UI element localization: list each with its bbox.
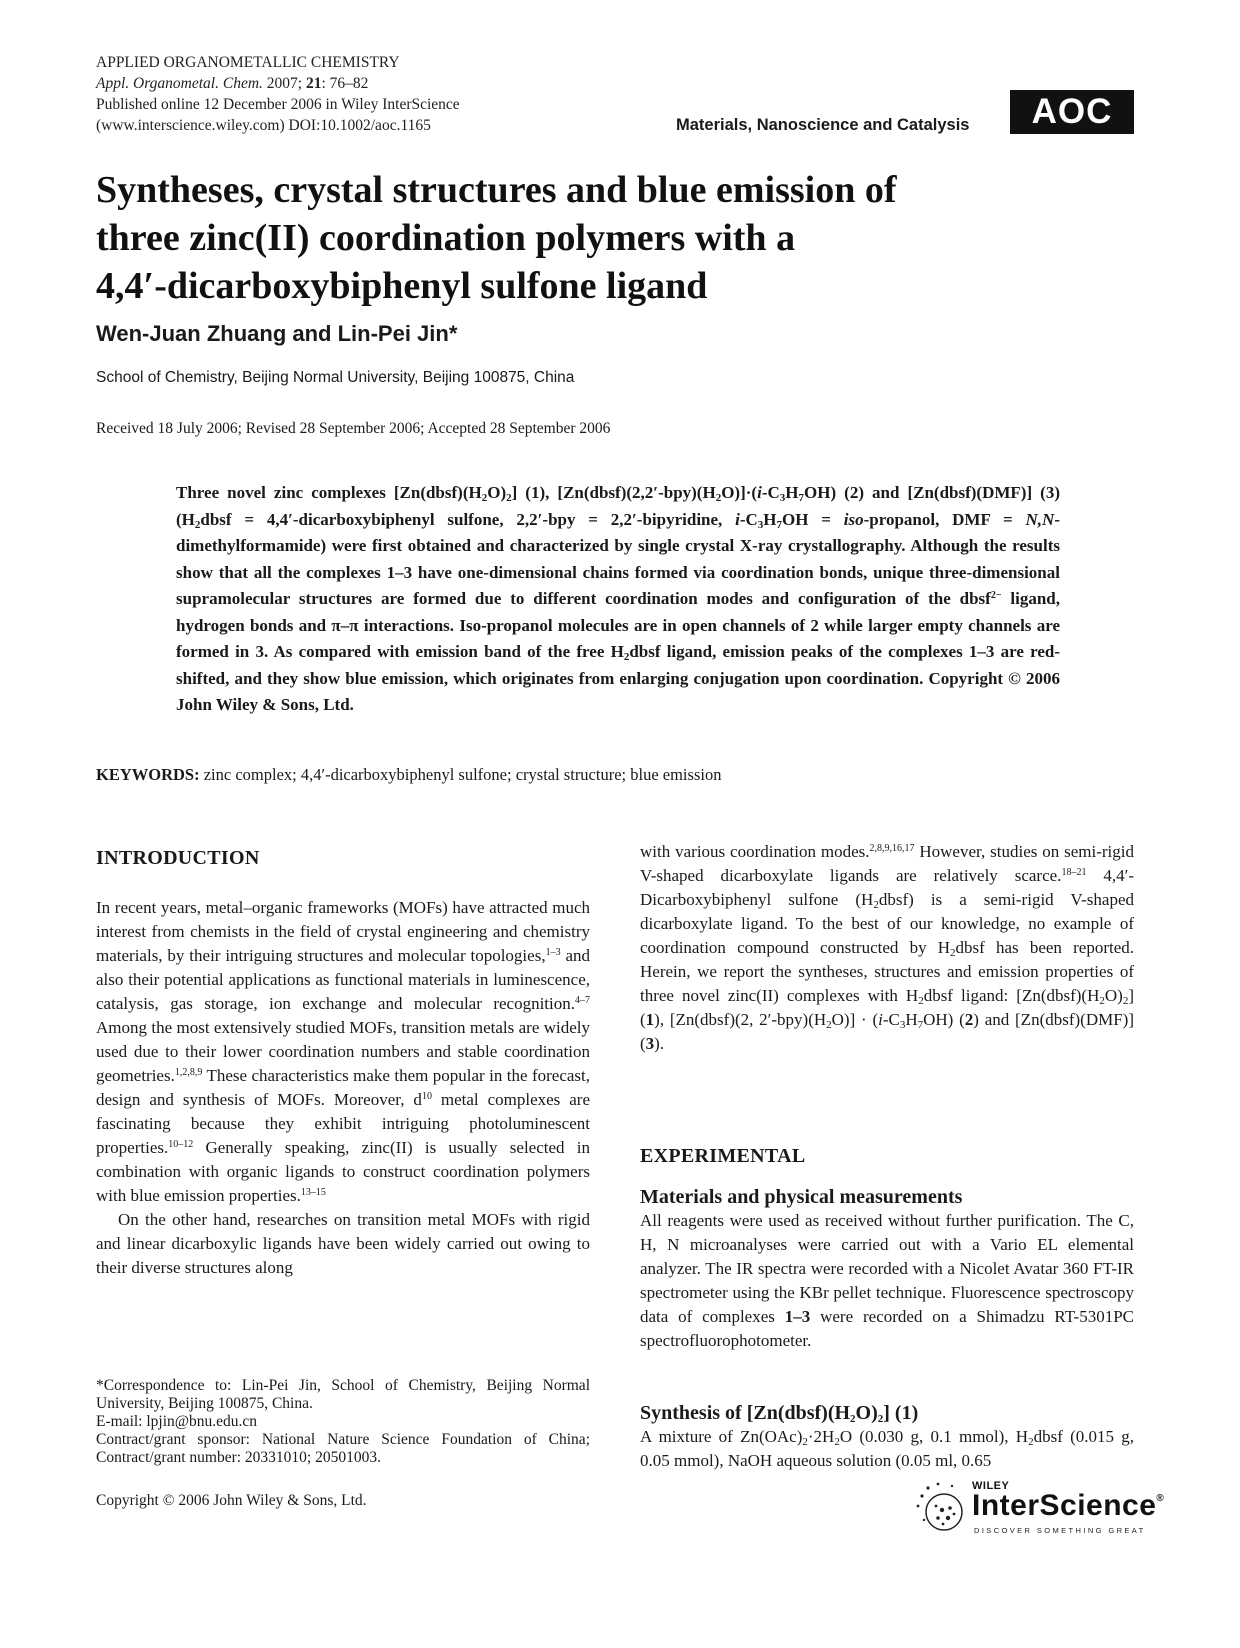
keywords-label: KEYWORDS: bbox=[96, 765, 200, 784]
published-online: Published online 12 December 2006 in Wiley InterScience bbox=[96, 96, 460, 113]
introduction-heading: INTRODUCTION bbox=[96, 847, 260, 869]
synthesis-heading: Synthesis of $[Zn(dbsf)(H_2O)_2]$ (1) bbox=[640, 1402, 919, 1425]
keywords bbox=[96, 765, 1096, 785]
affiliation: School of Chemistry, Beijing Normal University, Beijing 100875, China bbox=[96, 369, 575, 386]
keywords-text: zinc complex; 4,4′-dicarboxybiphenyl sulfone; crystal structure; blue emission bbox=[199, 765, 722, 784]
journal-logo: AOC bbox=[1010, 90, 1134, 134]
intro-continued: with various coordination modes.$^{2,8,9,16,17}$ However, studies on semi-rigid V-shaped dicarboxylate ligands are relatively scarce.$^{18-21}$ 4,4′-Dicarboxybiphenyl sulfone $(H_2dbsf)$ is a semi-rigid V-shaped dicarboxylate ligand. To the best of our knowledge, no example of coordination compound constructed by $H_2dbsf$ has been reported. Herein, we report the syntheses, structures and emission properties of three novel zinc(II) complexes with $H_2dbsf$ ligand: $[Zn(dbsf)(H_2O)_2]$ (1), [Zn(dbsf)(2, $2'-bpy)(H_2O)] \cdot (i-C_3H_7OH)$ (2) and [Zn(dbsf)(DMF)] (3). bbox=[640, 842, 1134, 1053]
journal-name: APPLIED ORGANOMETALLIC CHEMISTRY bbox=[96, 54, 400, 71]
synthesis-body: A mixture of $Zn(OAc)_2\cdot 2H_2O$ (0.030 g, 0.1 mmol), $H_2dbsf$ (0.015 g, 0.05 mmol), NaOH aqueous solution (0.05 ml, 0.65 bbox=[640, 1427, 1134, 1470]
journal-header bbox=[96, 52, 460, 136]
publisher-logo bbox=[912, 1480, 1165, 1540]
logo-wiley: WILEY bbox=[972, 1480, 1010, 1492]
materials-heading: Materials and physical measurements bbox=[640, 1186, 963, 1208]
title-line-2: three zinc(II) coordination polymers with a bbox=[96, 217, 796, 259]
doi: (www.interscience.wiley.com) DOI:10.1002/aoc.1165 bbox=[96, 117, 431, 134]
citation: Appl. Organometal. Chem. 2007; 21: 76–82 bbox=[96, 75, 369, 92]
correspondence-footnote bbox=[96, 1377, 590, 1467]
logo-tagline: DISCOVER SOMETHING GREAT bbox=[974, 1526, 1146, 1535]
article-title bbox=[96, 166, 1096, 310]
footnote-grant: Contract/grant sponsor: National Nature Science Foundation of China; Contract/grant number: 20331010; 20501003. bbox=[96, 1431, 590, 1466]
received-dates: Received 18 July 2006; Revised 28 September 2006; Accepted 28 September 2006 bbox=[96, 420, 611, 437]
title-line-3: 4,4′-dicarboxybiphenyl sulfone ligand bbox=[96, 265, 708, 307]
logo-interscience: InterScience® bbox=[972, 1489, 1165, 1522]
footnote-email: E-mail: lpjin@bnu.edu.cn bbox=[96, 1413, 258, 1430]
footnote-correspondence: *Correspondence to: Lin-Pei Jin, School of Chemistry, Beijing Normal University, Beijing 100875, China. bbox=[96, 1377, 590, 1412]
title-line-1: Syntheses, crystal structures and blue emission of bbox=[96, 169, 897, 211]
section-label: Materials, Nanoscience and Catalysis bbox=[676, 116, 970, 134]
authors: Wen-Juan Zhuang and Lin-Pei Jin* bbox=[96, 321, 458, 346]
materials-body: All reagents were used as received without further purification. The C, H, N microanalyses were carried out with a Vario EL elemental analyzer. The IR spectra were recorded with a Nicolet Avatar 360 FT-IR spectrometer using the KBr pellet technique. Fluorescence spectroscopy data of complexes 1–3 were recorded on a Shimadzu RT-5301PC spectrofluorophotometer. bbox=[640, 1211, 1134, 1350]
globe-icon bbox=[912, 1480, 970, 1538]
experimental-heading: EXPERIMENTAL bbox=[640, 1145, 806, 1167]
introduction-body bbox=[96, 896, 590, 1280]
intro-paragraph-2: On the other hand, researches on transition metal MOFs with rigid and linear dicarboxylic ligands have been widely carried out owing to their diverse structures along bbox=[96, 1210, 590, 1277]
intro-paragraph-1: In recent years, metal–organic frameworks (MOFs) have attracted much interest from chemists in the field of crystal engineering and chemistry materials, by their intriguing structures and molecular topologies,$^{1-3}$ and also their potential applications as functional materials in luminescence, catalysis, gas storage, ion exchange and molecular recognition.$^{4-7}$ Among the most extensively studied MOFs, transition metals are widely used due to their lower coordination numbers and stable coordination geometries.$^{1,2,8,9}$ These characteristics make them popular in the forecast, design and synthesis of MOFs. Moreover, $d^{10}$ metal complexes are fascinating because they exhibit intriguing photoluminescent properties.$^{10-12}$ Generally speaking, zinc(II) is usually selected in combination with organic ligands to construct coordination polymers with blue emission properties.$^{13-15}$ bbox=[96, 898, 590, 1205]
abstract: Three novel zinc complexes $[Zn(dbsf)(H_2O)_2]$ (1), $[Zn(dbsf)(2,2'-bpy)(H_2O)]\cdot(i-C_3H_7OH)$ (2) and [Zn(dbsf)(DMF)] (3) ($H_2dbsf$ = 4,4′-dicarboxybiphenyl sulfone, 2,2′-bpy = 2,2′-bipyridine, $i-C_3H_7OH$ = iso-propanol, DMF = N,N-dimethylformamide) were first obtained and characterized by single crystal X-ray crystallography. Although the results show that all the complexes 1–3 have one-dimensional chains formed via coordination bonds, unique three-dimensional supramolecular structures are formed due to different coordination modes and configuration of the dbsf$^{2-}$ ligand, hydrogen bonds and π–π interactions. Iso-propanol molecules are in open channels of 2 while larger empty channels are formed in 3. As compared with emission band of the free $H_2dbsf$ ligand, emission peaks of the complexes 1–3 are red-shifted, and they show blue emission, which originates from enlarging conjugation upon coordination. Copyright © 2006 John Wiley & Sons, Ltd. bbox=[176, 483, 1060, 714]
copyright: Copyright © 2006 John Wiley & Sons, Ltd. bbox=[96, 1492, 367, 1509]
